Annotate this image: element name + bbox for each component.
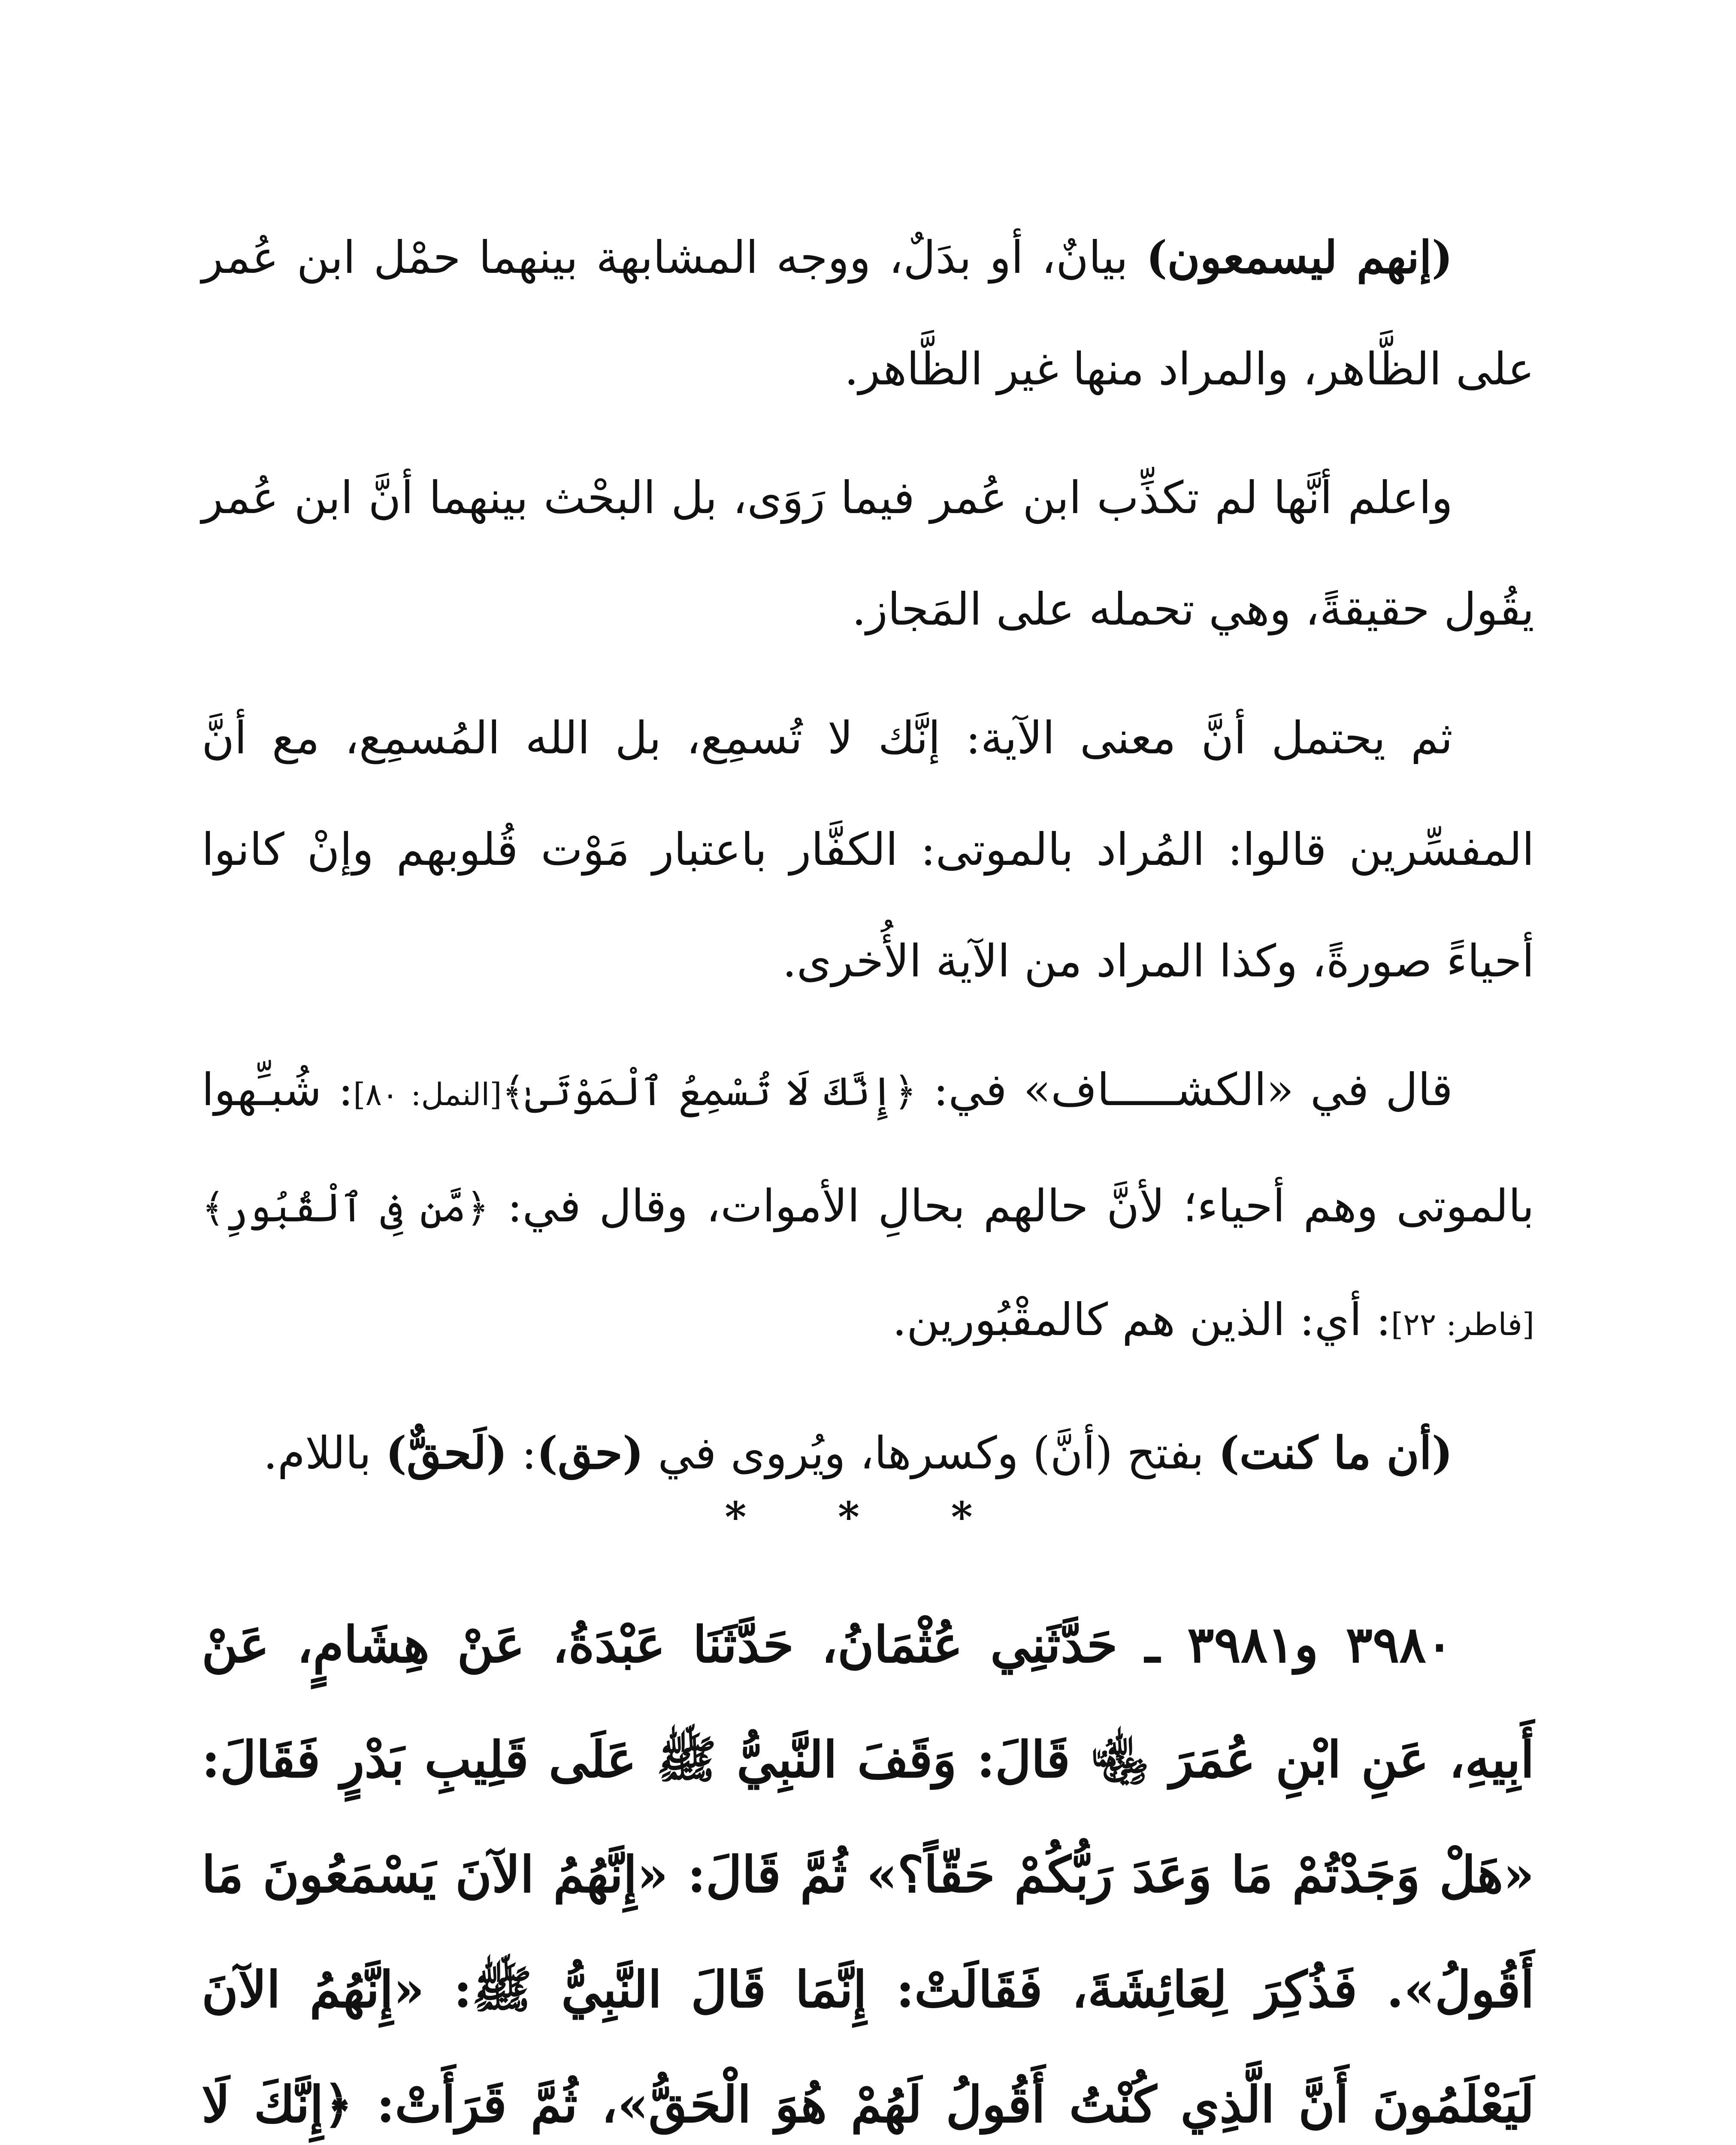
hadith-phrase-reference: (لَحقٌّ) xyxy=(385,1426,508,1479)
commentary-paragraph-5 xyxy=(202,1397,1534,1509)
commentary-text: ثم يحتمل أنَّ معنى الآية: إنَّك لا تُسمِع، بل الله المُسمِع، مع أنَّ المفسِّرين قالوا: المُراد بالموتى: الكفَّار باعتبار مَوْت قُلوبهم وإنْ كانوا أحياءً صورةً، وكذا المراد من الآية الأُخرى. xyxy=(202,712,1534,987)
hadith-phrase-reference: (إنهم ليسمعون) xyxy=(1146,231,1453,284)
hadith-text: ٣٩٨٠ و٣٩٨١ ـ حَدَّثَنِي عُثْمَانُ، حَدَّثَنَا عَبْدَةُ، عَنْ هِشَامٍ، عَنْ أَبِيهِ، عَنِ ابْنِ عُمَرَ ﵄ قَالَ: وَقَفَ النَّبِيُّ ﷺ عَلَى قَلِيبِ بَدْرٍ فَقَالَ: «هَلْ وَجَدْتُمْ مَا وَعَدَ رَبُّكُمْ حَقّاً؟» ثُمَّ قَالَ: «إِنَّهُمُ الآنَ يَسْمَعُونَ مَا أَقُولُ». فَذُكِرَ لِعَائِشَةَ، فَقَالَتْ: إِنَّمَا قَالَ النَّبِيُّ ﷺ: «إِنَّهُمُ الآنَ لَيَعْلَمُونَ أَنَّ الَّذِي كُنْتُ أَقُولُ لَهُمْ هُوَ الْحَقُّ»، ثُمَّ قَرَأَتْ: ﴿إِنَّكَ لَا xyxy=(202,1616,1534,2134)
commentary-text: : شُبـِّهوا بالموتى وهم أحياء؛ لأنَّ حالهم بحالِ الأموات، وقال في: xyxy=(202,1063,1534,1232)
commentary-text: بفتح (أنَّ) وكسرها، ويُروى في xyxy=(644,1427,1219,1479)
commentary-section xyxy=(202,202,1534,1526)
commentary-paragraph-3 xyxy=(202,682,1534,1017)
hadith-phrase-reference: (أن ما كنت) xyxy=(1218,1426,1453,1479)
commentary-paragraph-2 xyxy=(202,442,1534,665)
commentary-text: واعلم أنَّها لم تكذِّب ابن عُمر فيما رَوَى، بل البحْث بينهما أنَّ ابن عُمر يقُول حقيقةً، وهي تحمله على المَجاز. xyxy=(202,471,1534,635)
quran-citation: [فاطر: ٢٢] xyxy=(1391,1306,1534,1342)
commentary-text: باللام. xyxy=(263,1427,386,1479)
quran-citation: [النمل: ٨٠] xyxy=(353,1076,502,1112)
commentary-text: : xyxy=(507,1427,537,1479)
quran-quote: ﴿إِنَّكَ لَا تُسْمِعُ ٱلْمَوْتَىٰ﴾ xyxy=(502,1069,917,1115)
commentary-paragraph-1 xyxy=(202,202,1534,425)
section-separator: * * * xyxy=(725,1493,1011,1541)
commentary-text: : أي: الذين هم كالمقْبُورين. xyxy=(892,1293,1391,1346)
hadith-phrase-reference: (حق) xyxy=(536,1426,644,1479)
commentary-text: بيانٌ، أو بدَلٌ، ووجه المشابهة بينهما حمْل ابن عُمر على الظَّاهر، والمراد منها غير الظَّاهر. xyxy=(202,231,1534,395)
hadith-section xyxy=(202,1587,1534,2145)
quran-quote: ﴿مَّن فِى ٱلْقُبُورِ﴾ xyxy=(202,1185,490,1231)
commentary-paragraph-4 xyxy=(202,1034,1534,1380)
commentary-text: قال في «الكشـــــاف» في: xyxy=(916,1063,1453,1116)
